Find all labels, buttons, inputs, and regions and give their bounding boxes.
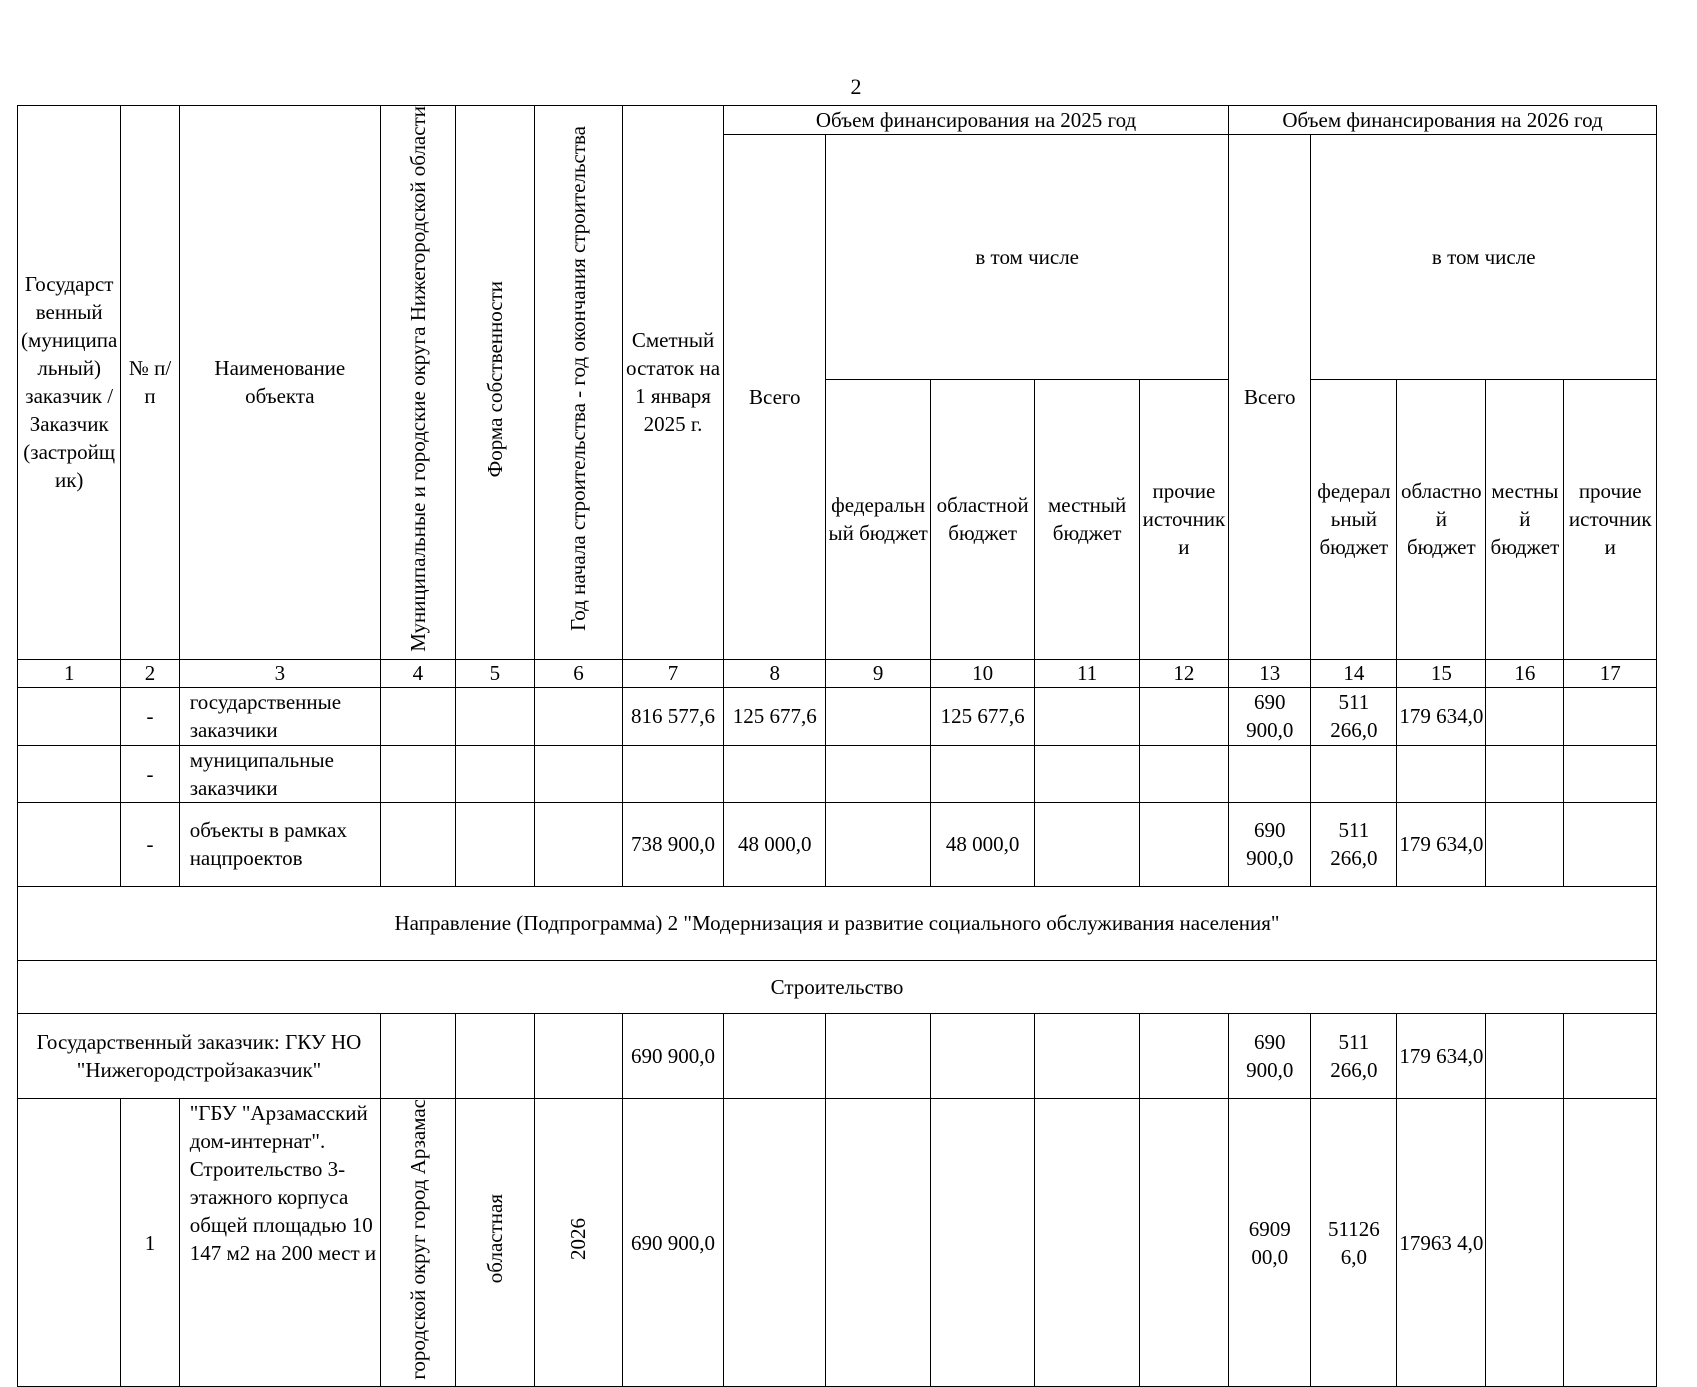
col-number: 16 [1486,659,1564,687]
col-number: 11 [1035,659,1139,687]
item-municipality-text: городской округ город Арзамас [405,1098,430,1380]
cell [1397,745,1486,802]
col-number: 8 [724,659,826,687]
col-number: 10 [930,659,1034,687]
cell [930,745,1034,802]
cell [1139,802,1228,886]
cell-2026-total: 6909 00,0 [1228,1098,1310,1387]
header-2025-local: местный бюджет [1035,379,1139,659]
cell-2026-total: 690 900,0 [1228,802,1310,886]
item-number: 1 [121,1098,179,1387]
header-2026-oblast: областной бюджет [1397,379,1486,659]
page-number: 2 [850,74,862,99]
item-name: "ГБУ "Арзамасский дом-интернат". Строительство 3-этажного корпуса общей площадью 10 147 м2 на 200 мест и [179,1098,380,1387]
header-2025-including: в том числе [826,135,1229,380]
cell-2025-oblast: 48 000,0 [930,802,1034,886]
item-years [534,1098,622,1387]
cell [534,1013,622,1098]
cell-2026-federal: 511 266,0 [1311,687,1397,745]
header-2026-local: местный бюджет [1486,379,1564,659]
header-years-text: Год начала строительства - год окончания строительства [566,126,591,632]
cell [534,687,622,745]
cell [1486,687,1564,745]
cell [1486,802,1564,886]
header-ownership [455,106,534,660]
cell [455,745,534,802]
col-number: 15 [1397,659,1486,687]
header-2025-other: прочие источники [1139,379,1228,659]
row-name: государственные заказчики [179,687,380,745]
cell [455,802,534,886]
cell-2026-federal: 511 266,0 [1311,1013,1397,1098]
cell [380,745,455,802]
row-name: муниципальные заказчики [179,745,380,802]
cell [1228,745,1310,802]
cell-balance: 738 900,0 [622,802,723,886]
direction-heading: Направление (Подпрограмма) 2 "Модернизация и развитие социального обслуживания населения" [18,886,1657,960]
cell [826,1013,930,1098]
cell-2026-oblast: 179 634,0 [1397,802,1486,886]
cell [1564,687,1657,745]
cell [1564,745,1657,802]
cell [930,1098,1034,1387]
col-number: 14 [1311,659,1397,687]
header-object-name: Наименование объекта [179,106,380,660]
header-ownership-text: Форма собственности [482,280,507,478]
cell [380,1013,455,1098]
col-number: 7 [622,659,723,687]
cell [724,1013,826,1098]
row-name: объекты в рамках нацпроектов [179,802,380,886]
section-heading: Строительство [18,960,1657,1013]
col-number: 5 [455,659,534,687]
cell [1564,1098,1657,1387]
cell [1564,802,1657,886]
header-number: № п/п [121,106,179,660]
row-dash: - [121,745,179,802]
cell-2026-federal: 51126 6,0 [1311,1098,1397,1387]
header-2026-federal: федеральный бюджет [1311,379,1397,659]
cell [380,687,455,745]
cell [1139,687,1228,745]
cell [18,802,121,886]
header-2026-other: прочие источники [1564,379,1657,659]
col-number: 13 [1228,659,1310,687]
cell [826,687,930,745]
cell-2026-oblast: 179 634,0 [1397,687,1486,745]
cell [18,1098,121,1387]
cell-2025-total: 125 677,6 [724,687,826,745]
cell [1564,1013,1657,1098]
cell [1311,745,1397,802]
cell [1035,1013,1139,1098]
cell [380,802,455,886]
table-row [18,745,1657,802]
header-fin-2026: Объем финансирования на 2026 год [1228,106,1656,135]
cell-2026-oblast: 179 634,0 [1397,1013,1486,1098]
item-ownership [455,1098,534,1387]
cell [18,745,121,802]
col-number: 1 [18,659,121,687]
header-customer: Государственный (муниципальный) заказчик / Заказчик (застройщик) [18,106,121,660]
item-years-text: 2026 [566,1218,591,1261]
cell [1486,1013,1564,1098]
header-2026-total: Всего [1228,135,1310,660]
cell-balance: 816 577,6 [622,687,723,745]
cell [826,802,930,886]
cell [1486,745,1564,802]
cell-2026-total: 690 900,0 [1228,1013,1310,1098]
table-row [18,687,1657,745]
cell [534,745,622,802]
header-balance: Сметный остаток на 1 января 2025 г. [622,106,723,660]
col-number: 3 [179,659,380,687]
cell [1035,1098,1139,1387]
header-municipality [380,106,455,660]
cell [826,745,930,802]
table-row [18,1013,1657,1098]
cell [18,687,121,745]
cell [1486,1098,1564,1387]
cell [1139,1098,1228,1387]
col-number: 6 [534,659,622,687]
cell-2025-total: 48 000,0 [724,802,826,886]
financing-table [17,105,1657,1387]
col-number: 17 [1564,659,1657,687]
cell-2026-oblast: 17963 4,0 [1397,1098,1486,1387]
cell [455,1013,534,1098]
header-fin-2025: Объем финансирования на 2025 год [724,106,1229,135]
cell [724,745,826,802]
cell [1035,802,1139,886]
cell [1139,1013,1228,1098]
table-row [18,1098,1657,1387]
row-dash: - [121,802,179,886]
cell [724,1098,826,1387]
header-2025-total: Всего [724,135,826,660]
cell [1139,745,1228,802]
cell-2025-oblast: 125 677,6 [930,687,1034,745]
header-years [534,106,622,660]
col-number: 4 [380,659,455,687]
cell [930,1013,1034,1098]
cell-balance: 690 900,0 [622,1013,723,1098]
cell-2026-total: 690 900,0 [1228,687,1310,745]
item-ownership-text: областная [482,1194,507,1284]
header-2025-oblast: областной бюджет [930,379,1034,659]
row-dash: - [121,687,179,745]
col-number: 9 [826,659,930,687]
cell-2026-federal: 511 266,0 [1311,802,1397,886]
cell [826,1098,930,1387]
cell [622,745,723,802]
table-row [18,802,1657,886]
cell [1035,687,1139,745]
col-number: 12 [1139,659,1228,687]
customer-name: Государственный заказчик: ГКУ НО "Нижегородстройзаказчик" [18,1013,381,1098]
header-municipality-text: Муниципальные и городские округа Нижегородской области [405,106,430,652]
col-number: 2 [121,659,179,687]
header-2026-including: в том числе [1311,135,1657,380]
item-municipality [380,1098,455,1387]
header-2025-federal: федеральный бюджет [826,379,930,659]
cell [1035,745,1139,802]
cell [534,802,622,886]
cell-balance: 690 900,0 [622,1098,723,1387]
cell [455,687,534,745]
